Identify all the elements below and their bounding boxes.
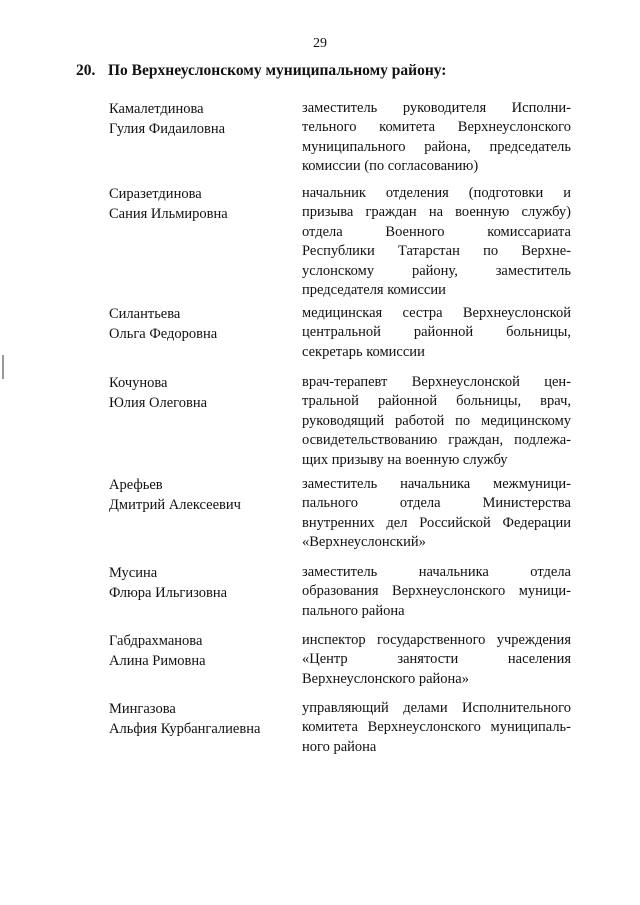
member-name (109, 699, 294, 739)
member-surname: Мингазова (109, 701, 176, 717)
section-title: По Верхнеуслонскому муниципальному району: (108, 62, 447, 79)
role-line: врач-терапевт Верхнеуслонской цен- (302, 374, 571, 390)
section-heading (76, 62, 446, 80)
role-line: услонскому району, заместитель (302, 262, 571, 279)
role-line: отдела Военного комиссариата (302, 223, 571, 240)
role-line: комитета Верхнеуслонского муниципаль- (302, 719, 571, 736)
role-line: «Верхнеуслонский» (302, 534, 426, 551)
page-number: 29 (313, 36, 327, 51)
member-given-name: Юлия Олеговна (109, 395, 208, 411)
member-given-name: Ольга Федоровна (109, 326, 218, 342)
member-surname: Сиразетдинова (109, 186, 202, 202)
member-given-name: Флюра Ильгизовна (109, 585, 228, 601)
role-line: начальник отделения (подготовки и (302, 185, 571, 201)
role-line: ного района (302, 738, 377, 755)
member-role (302, 99, 571, 177)
member-given-name: Алина Римовна (109, 653, 206, 669)
role-line: медицинская сестра Верхнеуслонской (302, 305, 571, 321)
role-line: «Центр занятости населения (302, 651, 571, 668)
role-line: инспектор государственного учреждения (302, 632, 571, 648)
role-line: управляющий делами Исполнительного (302, 700, 571, 716)
member-given-name: Альфия Курбангалиевна (109, 721, 261, 737)
member-surname: Арефьев (109, 477, 163, 493)
member-role (302, 184, 571, 300)
member-given-name: Гулия Фидаиловна (109, 121, 226, 137)
role-line: освидетельствованию граждан, подлежа- (302, 432, 571, 449)
member-name (109, 99, 294, 139)
member-name (109, 304, 294, 344)
member-role (302, 475, 571, 553)
member-given-name: Дмитрий Алексеевич (109, 497, 241, 513)
role-line: призыва граждан на военную службу) (302, 204, 571, 221)
member-role (302, 631, 571, 689)
member-surname: Силантьева (109, 306, 181, 322)
member-surname: Кочунова (109, 375, 168, 391)
role-line: внутренних дел Российской Федерации (302, 514, 571, 531)
role-line: пального района (302, 602, 405, 619)
role-line: щих призыву на военную службу (302, 451, 508, 468)
role-line: Республики Татарстан по Верхне- (302, 243, 571, 260)
member-name (109, 631, 294, 671)
role-line: комиссии (по согласованию) (302, 158, 479, 175)
role-line: заместитель начальника отдела (302, 564, 571, 580)
role-line: Верхнеуслонского района» (302, 670, 469, 687)
role-line: руководящий работой по медицинскому (302, 412, 571, 429)
member-surname: Габдрахманова (109, 633, 203, 649)
scan-margin-mark (2, 355, 4, 379)
section-number: 20. (76, 62, 96, 79)
member-role (302, 563, 571, 621)
member-role (302, 373, 571, 470)
member-name (109, 563, 294, 603)
role-line: муниципального района, председатель (302, 138, 571, 155)
member-role (302, 304, 571, 362)
role-line: заместитель руководителя Исполни- (302, 100, 571, 116)
member-given-name: Сания Ильмировна (109, 206, 228, 222)
role-line: секретарь комиссии (302, 343, 425, 360)
member-surname: Камалетдинова (109, 101, 204, 117)
member-name (109, 184, 294, 224)
role-line: тральной районной больницы, врач, (302, 393, 571, 410)
member-name (109, 475, 294, 515)
member-name (109, 373, 294, 413)
member-surname: Мусина (109, 565, 158, 581)
role-line: заместитель начальника межмуници- (302, 476, 571, 492)
member-role (302, 699, 571, 757)
role-line: пального отдела Министерства (302, 495, 571, 512)
role-line: председателя комиссии (302, 281, 446, 298)
role-line: центральной районной больницы, (302, 324, 571, 341)
role-line: образования Верхнеуслонского муници- (302, 583, 571, 600)
role-line: тельного комитета Верхнеуслонского (302, 119, 571, 136)
